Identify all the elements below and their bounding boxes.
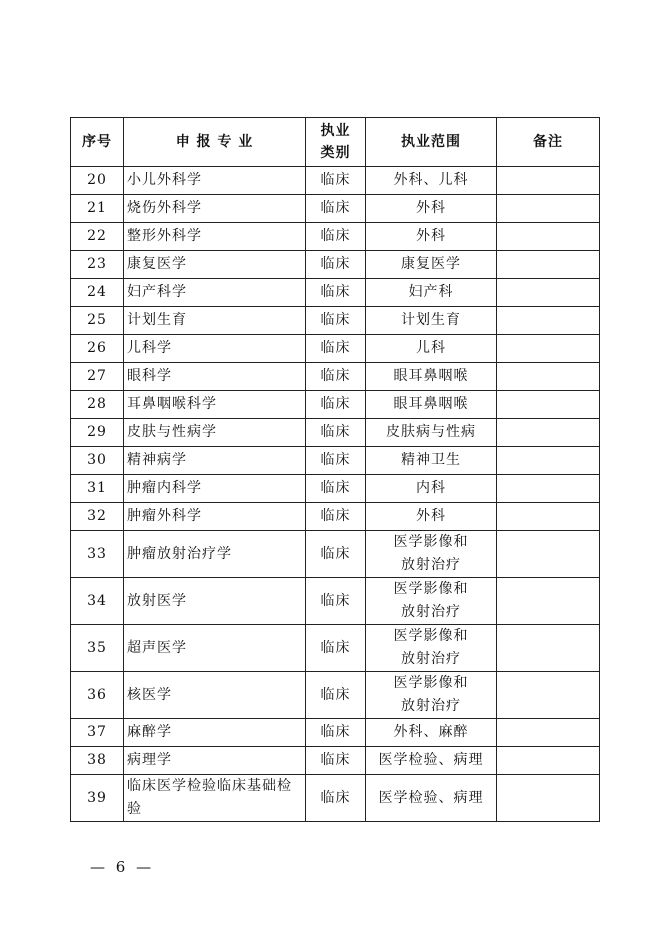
row-category: 临床 xyxy=(306,419,366,447)
row-number: 23 xyxy=(71,251,124,279)
row-remark xyxy=(497,251,600,279)
row-remark xyxy=(497,747,600,775)
row-scope: 儿科 xyxy=(366,335,497,363)
row-specialty: 麻醉学 xyxy=(124,719,306,747)
table-row xyxy=(71,167,600,195)
row-scope: 医学检验、病理 xyxy=(366,775,497,822)
table-row xyxy=(71,335,600,363)
table-row xyxy=(71,279,600,307)
row-specialty: 肿瘤内科学 xyxy=(124,475,306,503)
row-remark xyxy=(497,503,600,531)
row-specialty: 核医学 xyxy=(124,672,306,719)
table-row xyxy=(71,391,600,419)
row-specialty: 超声医学 xyxy=(124,625,306,672)
row-specialty: 肿瘤外科学 xyxy=(124,503,306,531)
row-specialty: 烧伤外科学 xyxy=(124,195,306,223)
table-row xyxy=(71,223,600,251)
header-category: 执业 类别 xyxy=(306,118,366,167)
row-scope: 精神卫生 xyxy=(366,447,497,475)
table-row xyxy=(71,307,600,335)
row-remark xyxy=(497,447,600,475)
row-category: 临床 xyxy=(306,531,366,578)
row-specialty: 病理学 xyxy=(124,747,306,775)
row-category: 临床 xyxy=(306,503,366,531)
row-number: 29 xyxy=(71,419,124,447)
row-remark xyxy=(497,531,600,578)
table-row xyxy=(71,625,600,672)
row-scope: 医学影像和 放射治疗 xyxy=(366,672,497,719)
row-specialty: 康复医学 xyxy=(124,251,306,279)
table-row xyxy=(71,672,600,719)
row-specialty: 儿科学 xyxy=(124,335,306,363)
table-row xyxy=(71,775,600,822)
row-number: 25 xyxy=(71,307,124,335)
row-number: 37 xyxy=(71,719,124,747)
row-specialty: 临床医学检验临床基础检验 xyxy=(124,775,306,822)
row-number: 35 xyxy=(71,625,124,672)
row-number: 20 xyxy=(71,167,124,195)
row-remark xyxy=(497,391,600,419)
row-specialty: 肿瘤放射治疗学 xyxy=(124,531,306,578)
row-category: 临床 xyxy=(306,223,366,251)
row-scope: 外科、麻醉 xyxy=(366,719,497,747)
table-row xyxy=(71,531,600,578)
row-remark xyxy=(497,279,600,307)
row-specialty: 妇产科学 xyxy=(124,279,306,307)
row-remark xyxy=(497,223,600,251)
row-specialty: 计划生育 xyxy=(124,307,306,335)
header-no: 序号 xyxy=(71,118,124,167)
row-remark xyxy=(497,775,600,822)
row-scope: 眼耳鼻咽喉 xyxy=(366,391,497,419)
table-row xyxy=(71,719,600,747)
row-scope: 医学影像和 放射治疗 xyxy=(366,625,497,672)
table-row xyxy=(71,195,600,223)
row-remark xyxy=(497,578,600,625)
row-scope: 医学影像和 放射治疗 xyxy=(366,531,497,578)
row-remark xyxy=(497,475,600,503)
row-number: 32 xyxy=(71,503,124,531)
row-number: 31 xyxy=(71,475,124,503)
row-category: 临床 xyxy=(306,672,366,719)
table-row xyxy=(71,251,600,279)
row-remark xyxy=(497,167,600,195)
row-scope: 内科 xyxy=(366,475,497,503)
row-number: 30 xyxy=(71,447,124,475)
row-category: 临床 xyxy=(306,475,366,503)
row-number: 26 xyxy=(71,335,124,363)
row-number: 38 xyxy=(71,747,124,775)
page-number: — 6 — xyxy=(90,858,155,876)
row-specialty: 耳鼻咽喉科学 xyxy=(124,391,306,419)
row-scope: 计划生育 xyxy=(366,307,497,335)
row-number: 34 xyxy=(71,578,124,625)
row-number: 27 xyxy=(71,363,124,391)
row-number: 24 xyxy=(71,279,124,307)
row-category: 临床 xyxy=(306,167,366,195)
row-remark xyxy=(497,419,600,447)
table-row xyxy=(71,503,600,531)
header-scope: 执业范围 xyxy=(366,118,497,167)
row-scope: 皮肤病与性病 xyxy=(366,419,497,447)
row-specialty: 放射医学 xyxy=(124,578,306,625)
row-specialty: 眼科学 xyxy=(124,363,306,391)
row-number: 39 xyxy=(71,775,124,822)
row-scope: 眼耳鼻咽喉 xyxy=(366,363,497,391)
row-scope: 外科 xyxy=(366,223,497,251)
row-remark xyxy=(497,719,600,747)
row-remark xyxy=(497,307,600,335)
table-row xyxy=(71,447,600,475)
row-specialty: 皮肤与性病学 xyxy=(124,419,306,447)
row-remark xyxy=(497,195,600,223)
table-row xyxy=(71,578,600,625)
row-remark xyxy=(497,363,600,391)
row-category: 临床 xyxy=(306,719,366,747)
row-category: 临床 xyxy=(306,335,366,363)
row-specialty: 小儿外科学 xyxy=(124,167,306,195)
row-category: 临床 xyxy=(306,307,366,335)
row-category: 临床 xyxy=(306,578,366,625)
row-number: 28 xyxy=(71,391,124,419)
row-category: 临床 xyxy=(306,625,366,672)
row-category: 临床 xyxy=(306,391,366,419)
row-scope: 医学检验、病理 xyxy=(366,747,497,775)
row-category: 临床 xyxy=(306,195,366,223)
table-row xyxy=(71,363,600,391)
row-scope: 外科、儿科 xyxy=(366,167,497,195)
row-scope: 康复医学 xyxy=(366,251,497,279)
row-remark xyxy=(497,335,600,363)
specialty-table xyxy=(70,117,600,822)
row-scope: 妇产科 xyxy=(366,279,497,307)
header-specialty: 申 报 专 业 xyxy=(124,118,306,167)
table-row xyxy=(71,475,600,503)
table-row xyxy=(71,747,600,775)
row-remark xyxy=(497,672,600,719)
row-category: 临床 xyxy=(306,775,366,822)
row-category: 临床 xyxy=(306,447,366,475)
row-category: 临床 xyxy=(306,279,366,307)
table-row xyxy=(71,419,600,447)
row-specialty: 整形外科学 xyxy=(124,223,306,251)
row-number: 33 xyxy=(71,531,124,578)
row-scope: 外科 xyxy=(366,195,497,223)
row-category: 临床 xyxy=(306,251,366,279)
row-scope: 医学影像和 放射治疗 xyxy=(366,578,497,625)
row-specialty: 精神病学 xyxy=(124,447,306,475)
row-scope: 外科 xyxy=(366,503,497,531)
row-category: 临床 xyxy=(306,747,366,775)
row-remark xyxy=(497,625,600,672)
row-number: 22 xyxy=(71,223,124,251)
table-header-row xyxy=(71,118,600,167)
row-number: 21 xyxy=(71,195,124,223)
row-number: 36 xyxy=(71,672,124,719)
header-remark: 备注 xyxy=(497,118,600,167)
row-category: 临床 xyxy=(306,363,366,391)
